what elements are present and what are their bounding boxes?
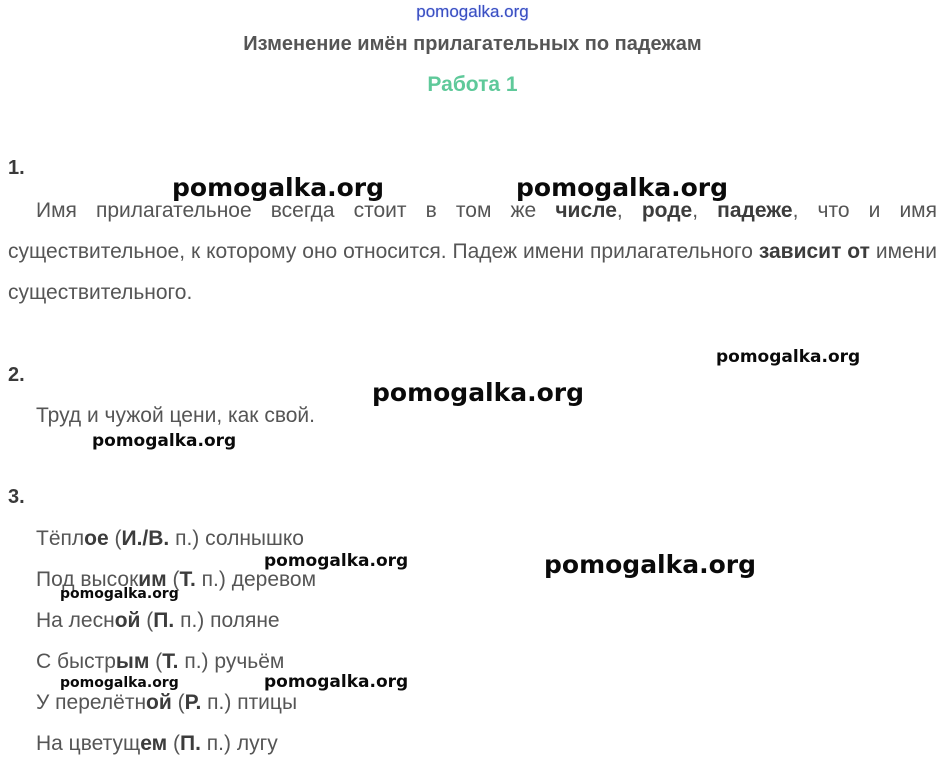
watermark: pomogalka.org (544, 550, 757, 579)
watermark: pomogalka.org (92, 431, 237, 451)
task-1-text: Имя прилагательное всегда стоит в том же числе, роде, падеже, что и имя существительное, к которому оно относится. Падеж имени прилагательного зависит от имени существительного. (8, 199, 938, 304)
watermark: pomogalka.org (172, 173, 385, 202)
answer-line: На лесной (П. п.) поляне (36, 609, 280, 632)
task-2-number: 2. (8, 364, 25, 386)
answer-line: У перелётной (Р. п.) птицы (36, 691, 298, 714)
site-link[interactable]: pomogalka.org (416, 2, 529, 21)
answer-line: С быстрым (Т. п.) ручьём (36, 650, 285, 673)
watermark: pomogalka.org (60, 586, 179, 602)
answer-line: Тёплое (И./В. п.) солнышко (36, 527, 304, 550)
watermark: pomogalka.org (716, 347, 861, 367)
watermark: pomogalka.org (60, 675, 179, 691)
answer-line: На цветущем (П. п.) лугу (36, 732, 278, 755)
watermark: pomogalka.org (516, 173, 729, 202)
watermark: pomogalka.org (264, 672, 409, 692)
task-1-number: 1. (8, 157, 25, 179)
watermark: pomogalka.org (264, 551, 409, 571)
answer-line: Под высоким (Т. п.) деревом (36, 568, 317, 591)
task-2-text: Труд и чужой цени, как свой. (36, 404, 315, 427)
page-subtitle: Работа 1 (427, 73, 518, 96)
watermark: pomogalka.org (372, 378, 585, 407)
task-3-number: 3. (8, 486, 25, 508)
page-title: Изменение имён прилагательных по падежам (243, 33, 702, 55)
